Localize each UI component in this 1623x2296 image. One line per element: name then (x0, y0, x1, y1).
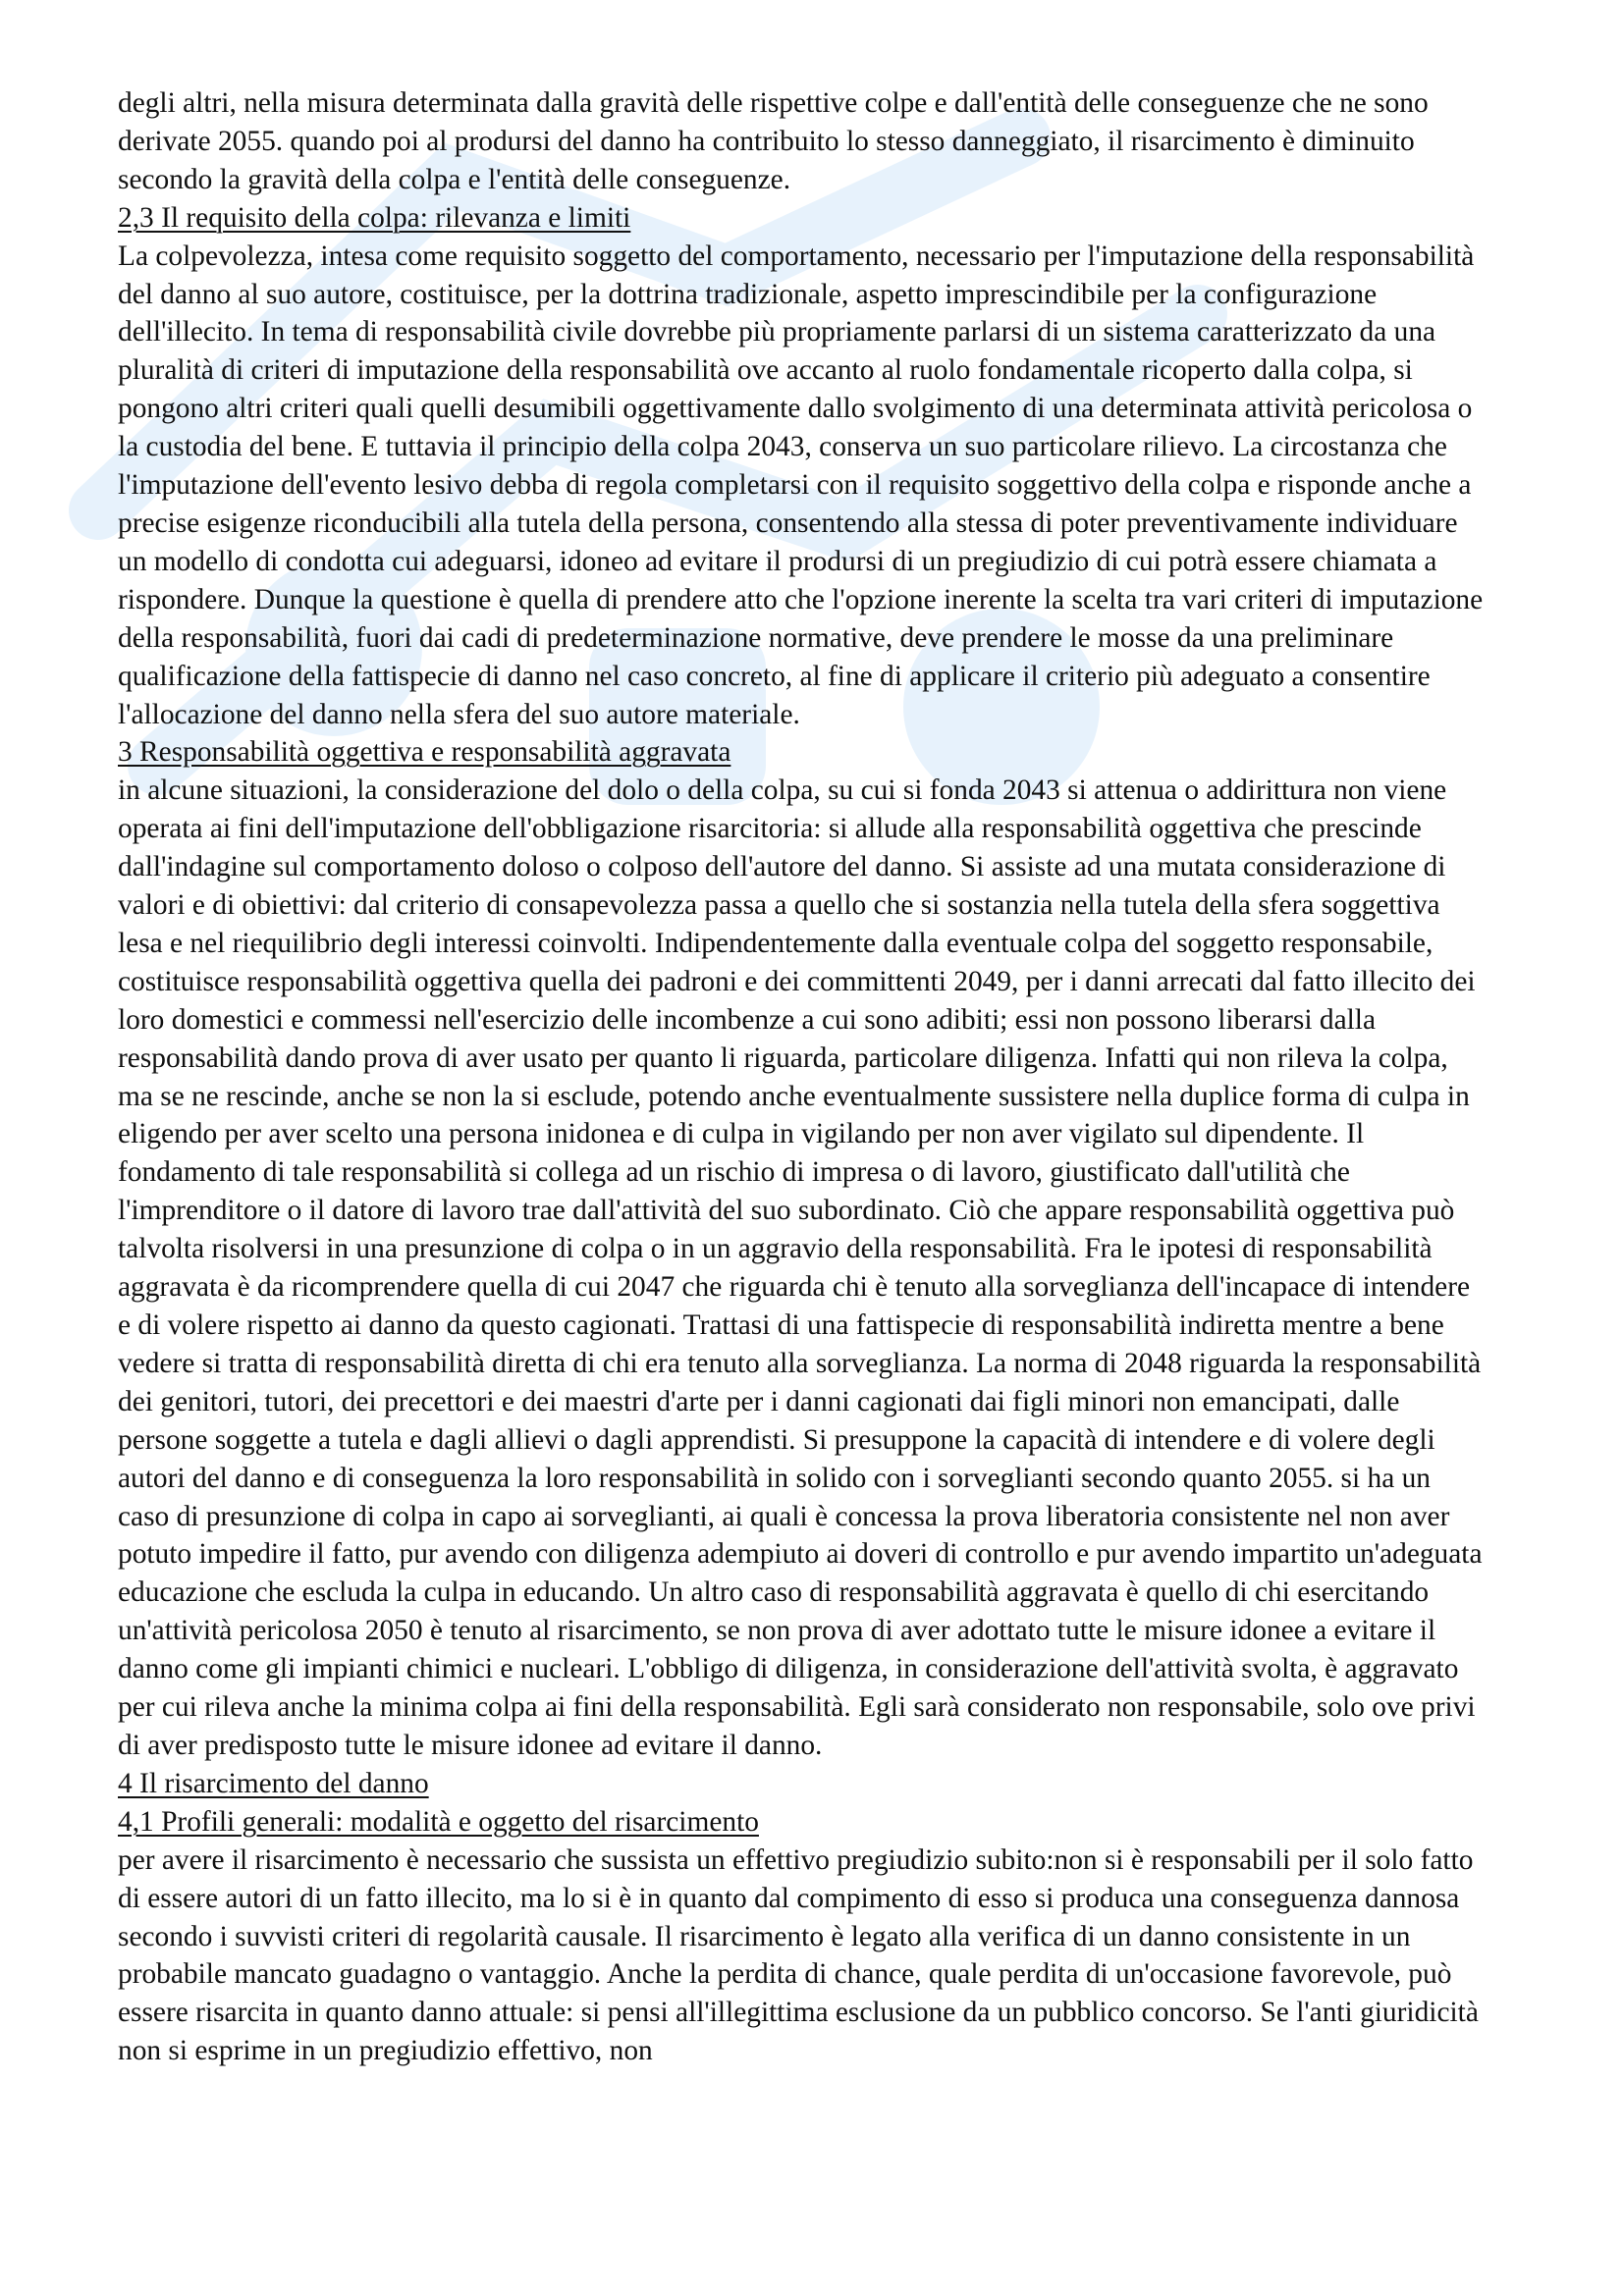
section-heading: 2,3 Il requisito della colpa: rilevanza e limiti (118, 201, 631, 234)
paragraph-text: La colpevolezza, intesa come requisito soggetto del comportamento, necessario per l'imputazione della responsabilità del danno al suo autore, costituisce, per la dottrina tradizionale, aspetto imprescindibile per la configurazione dell'illecito. In tema di responsabilità civile dovrebbe più propriamente parlarsi di un sistema caratterizzato da una pluralità di criteri di imputazione della responsabilità ove accanto al ruolo fondamentale ricoperto dalla colpa, si pongono altri criteri quali quelli desumibili oggettivamente dallo svolgimento di una determinata attività pericolosa o la custodia del bene. E tuttavia il principio della colpa 2043, conserva un suo particolare rilievo. La circostanza che l'imputazione dell'evento lesivo debba di regola completarsi con il requisito soggettivo della colpa e risponde anche a precise esigenze riconducibili alla tutela della persona, consentendo alla stessa di poter preventivamente individuare un modello di condotta cui adeguarsi, idoneo ad evitare il prodursi di un pregiudizio di cui potrà essere chiamata a rispondere. Dunque la questione è quella di prendere atto che l'opzione inerente la scelta tra vari criteri di imputazione della responsabilità, fuori dai cadi di predeterminazione normative, deve prendere le mosse da una preliminare qualificazione della fattispecie di danno nel caso concreto, al fine di applicare il criterio più adeguato a consentire l'allocazione del danno nella sfera del suo autore materiale. (118, 240, 1484, 730)
paragraph-text: degli altri, nella misura determinata dalla gravità delle rispettive colpe e dall'entità delle conseguenze che ne sono derivate 2055. quando poi al prodursi del danno ha contribuito lo stesso danneggiato, il risarcimento è diminuito secondo la gravità della colpa e l'entità delle conseguenze. (118, 87, 1429, 195)
subsection-heading: 4,1 Profili generali: modalità e oggetto del risarcimento (118, 1805, 759, 1838)
section-heading: 3 Responsabilità oggettiva e responsabilità aggravata (118, 736, 731, 769)
section-heading: 4 Il risarcimento del danno (118, 1767, 429, 1799)
paragraph-text: in alcune situazioni, la considerazione del dolo o della colpa, su cui si fonda 2043 si attenua o addirittura non viene operata ai fini dell'imputazione dell'obbligazione risarcitoria: si allude alla responsabilità oggettiva che prescinde dall'indagine sul comportamento doloso o colposo dell'autore del danno. Si assiste ad una mutata considerazione di valori e di obiettivi: dal criterio di consapevolezza passa a quello che si sostanzia nella tutela della sfera soggettiva lesa e nel riequilibrio degli interessi coinvolti. Indipendentemente dalla eventuale colpa del soggetto responsabile, costituisce responsabilità oggettiva quella dei padroni e dei committenti 2049, per i danni arrecati dal fatto illecito dei loro domestici e commessi nell'esercizio delle incombenze a cui sono adibiti; essi non possono liberarsi dalla responsabilità dando prova di aver usato per quanto li riguarda, particolare diligenza. Infatti qui non rileva la colpa, ma se ne rescinde, anche se non la si esclude, potendo anche eventualmente sussistere nella duplice forma di culpa in eligendo per aver scelto una persona inidonea e di culpa in vigilando per non aver vigilato sul dipendente. Il fondamento di tale responsabilità si collega ad un rischio di impresa o di lavoro, giustificato dall'utilità che l'imprenditore o il datore di lavoro trae dall'attività del suo subordinato. Ciò che appare responsabilità oggettiva può talvolta risolversi in una presunzione di colpa o in un aggravio della responsabilità. Fra le ipotesi di responsabilità aggravata è da ricomprendere quella di cui 2047 che riguarda chi è tenuto alla sorveglianza dell'incapace di intendere e di volere rispetto ai danno da questo cagionati. Trattasi di una fattispecie di responsabilità indiretta mentre a bene vedere si tratta di responsabilità diretta di chi era tenuto alla sorveglianza. La norma di 2048 riguarda la responsabilità dei genitori, tutori, dei precettori e dei maestri d'arte per i danni cagionati dai figli minori non emancipati, dalle persone soggette a tutela e dagli allievi o dagli apprendisti. Si presuppone la capacità di intendere e di volere degli autori del danno e di conseguenza la loro responsabilità in solido con i sorveglianti secondo quanto 2055. si ha un caso di presunzione di colpa in capo ai sorveglianti, ai quali è concessa la prova liberatoria consistente nel non aver potuto impedire il fatto, pur avendo con diligenza adempiuto ai doveri di controllo e pur avendo impartito un'adeguata educazione che escluda la culpa in educando. Un altro caso di responsabilità aggravata è quello di chi esercitando un'attività pericolosa 2050 è tenuto al risarcimento, se non prova di aver adottato tutte le misure idonee a evitare il danno come gli impianti chimici e nucleari. L'obbligo di diligenza, in considerazione dell'attività svolta, è aggravato per cui rileva anche la minima colpa ai fini della responsabilità. Egli sarà considerato non responsabile, solo ove privi di aver predisposto tutte le misure idonee ad evitare il danno. (118, 774, 1483, 1761)
document-page (118, 84, 1488, 2070)
paragraph-text: per avere il risarcimento è necessario che sussista un effettivo pregiudizio subito:non si è responsabili per il solo fatto di essere autori di un fatto illecito, ma lo si è in quanto dal compimento di esso si produca una conseguenza dannosa secondo i suvvisti criteri di regolarità causale. Il risarcimento è legato alla verifica di un danno consistente in un probabile mancato guadagno o vantaggio. Anche la perdita di chance, quale perdita di un'occasione favorevole, può essere risarcita in quanto danno attuale: si pensi all'illegittima esclusione da un pubblico concorso. Se l'anti giuridicità non si esprime in un pregiudizio effettivo, non (118, 1843, 1479, 2067)
